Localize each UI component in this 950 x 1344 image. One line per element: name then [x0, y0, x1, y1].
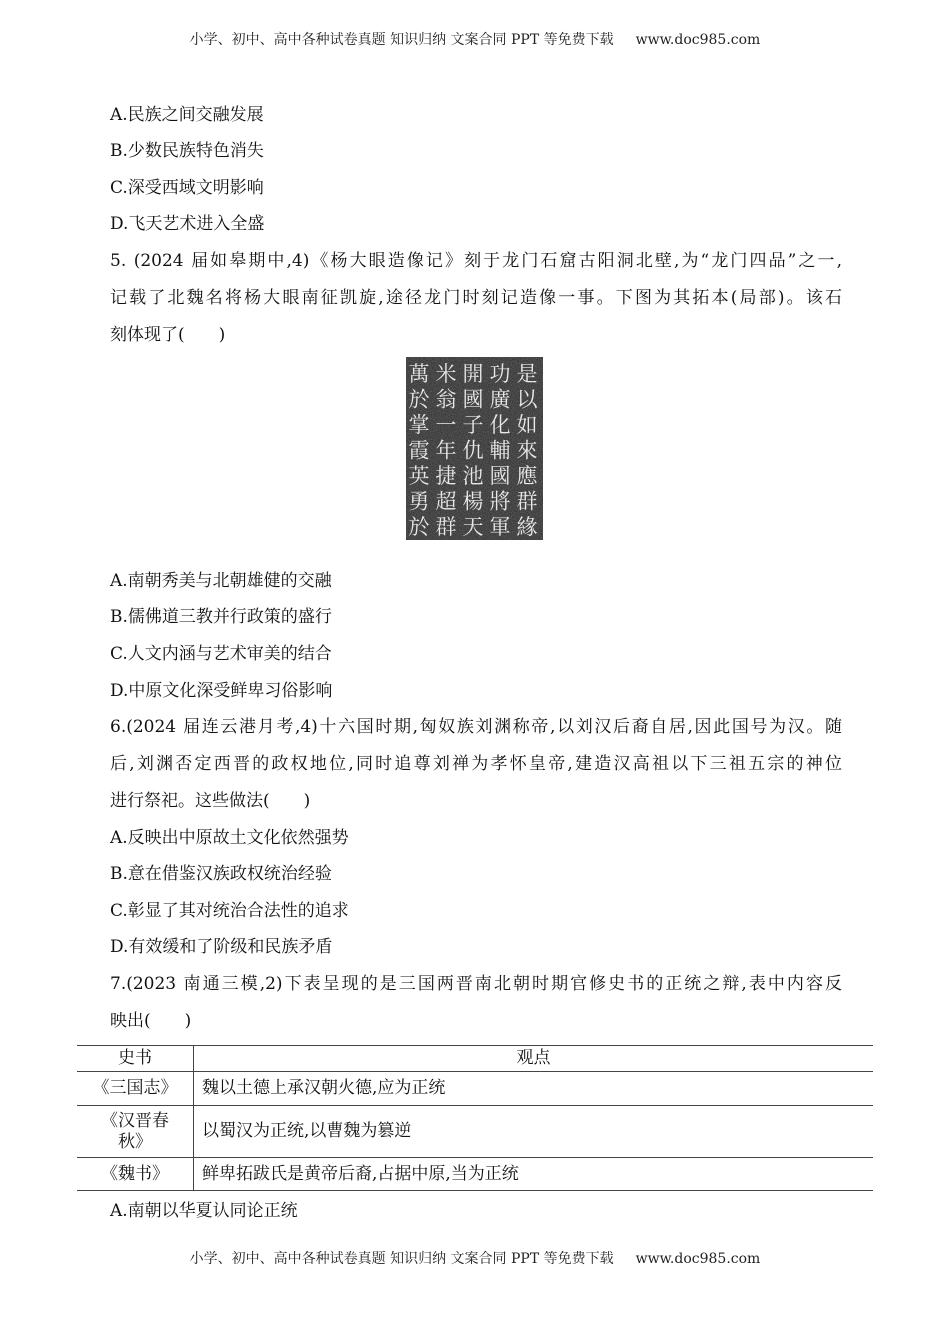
- table-cell-view: 鲜卑拓跋氏是黄帝后裔,占据中原,当为正统: [194, 1158, 874, 1191]
- table-cell-view: 魏以土德上承汉朝火德,应为正统: [194, 1072, 874, 1106]
- q6-option-d: D.有效缓和了阶级和民族矛盾: [110, 937, 333, 957]
- header-text: 小学、初中、高中各种试卷真题 知识归纳 文案合同 PPT 等免费下载: [189, 32, 614, 48]
- rubbing-col-2: 功廣化輔國將軍: [489, 362, 511, 539]
- q6-option-c: C.彰显了其对统治合法性的追求: [110, 901, 349, 921]
- footer-url[interactable]: www.doc985.com: [635, 1251, 761, 1267]
- header-url[interactable]: www.doc985.com: [635, 32, 761, 48]
- table-row: [77, 1106, 873, 1158]
- q6-option-b: B.意在借鉴汉族政权统治经验: [110, 864, 332, 884]
- rubbing-col-4: 米翁一年捷超群: [435, 362, 457, 539]
- table-header-row: [77, 1046, 873, 1072]
- table-header-book: 史书: [77, 1046, 194, 1072]
- prev-option-d: D.飞天艺术进入全盛: [110, 214, 265, 234]
- rubbing-col-5: 萬於掌霞英勇於: [408, 362, 430, 539]
- rubbing-col-3: 開國子仇池楊天: [462, 362, 484, 539]
- q7-stem-line-2: 映出( ): [110, 1011, 192, 1031]
- table-cell-book: 《魏书》: [77, 1158, 194, 1191]
- q6-stem-line-3: 进行祭祀。这些做法( ): [110, 791, 311, 811]
- q5-stem-line-1: 5. (2024 届如皋期中,4)《杨大眼造像记》刻于龙门石窟古阳洞北壁,为“龙门四品”之一,: [110, 251, 842, 271]
- q5-option-c: C.人文内涵与艺术审美的结合: [110, 644, 332, 664]
- q6-option-a: A.反映出中原故土文化依然强势: [110, 828, 349, 848]
- rubbing-col-1: 是以如來應群緣: [516, 362, 538, 539]
- page-footer: [0, 1248, 950, 1268]
- q5-stem-line-3: 刻体现了( ): [110, 325, 226, 345]
- q5-option-a: A.南朝秀美与北朝雄健的交融: [110, 571, 332, 591]
- stele-rubbing-image: [406, 357, 543, 540]
- q7-stem-line-1: 7.(2023 南通三模,2)下表呈现的是三国两晋南北朝时期官修史书的正统之辩,表中内容反: [110, 974, 842, 994]
- prev-option-a: A.民族之间交融发展: [110, 105, 264, 125]
- q6-stem-line-1: 6.(2024 届连云港月考,4)十六国时期,匈奴族刘渊称帝,以刘汉后裔自居,因此国号为汉。随: [110, 717, 842, 737]
- historiography-table: [77, 1045, 873, 1191]
- rubbing-texture: [406, 357, 543, 540]
- table-row: [77, 1158, 873, 1191]
- q5-option-d: D.中原文化深受鲜卑习俗影响: [110, 681, 333, 701]
- table-header-view: 观点: [194, 1046, 874, 1072]
- table-cell-book: 《三国志》: [77, 1072, 194, 1106]
- prev-option-b: B.少数民族特色消失: [110, 141, 264, 161]
- footer-text: 小学、初中、高中各种试卷真题 知识归纳 文案合同 PPT 等免费下载: [189, 1251, 614, 1267]
- q5-stem-line-2: 记载了北魏名将杨大眼南征凯旋,途径龙门时刻记造像一事。下图为其拓本(局部)。该石: [110, 288, 842, 308]
- q7-option-a: A.南朝以华夏认同论正统: [110, 1201, 298, 1221]
- prev-option-c: C.深受西域文明影响: [110, 178, 264, 198]
- q5-option-b: B.儒佛道三教并行政策的盛行: [110, 607, 332, 627]
- q6-stem-line-2: 后,刘渊否定西晋的政权地位,同时追尊刘禅为孝怀皇帝,建造汉高祖以下三祖五宗的神位: [110, 754, 842, 774]
- table-cell-view: 以蜀汉为正统,以曹魏为篡逆: [194, 1106, 874, 1158]
- table-cell-book: 《汉晋春秋》: [77, 1106, 194, 1158]
- table-row: [77, 1072, 873, 1106]
- page-header: [0, 29, 950, 49]
